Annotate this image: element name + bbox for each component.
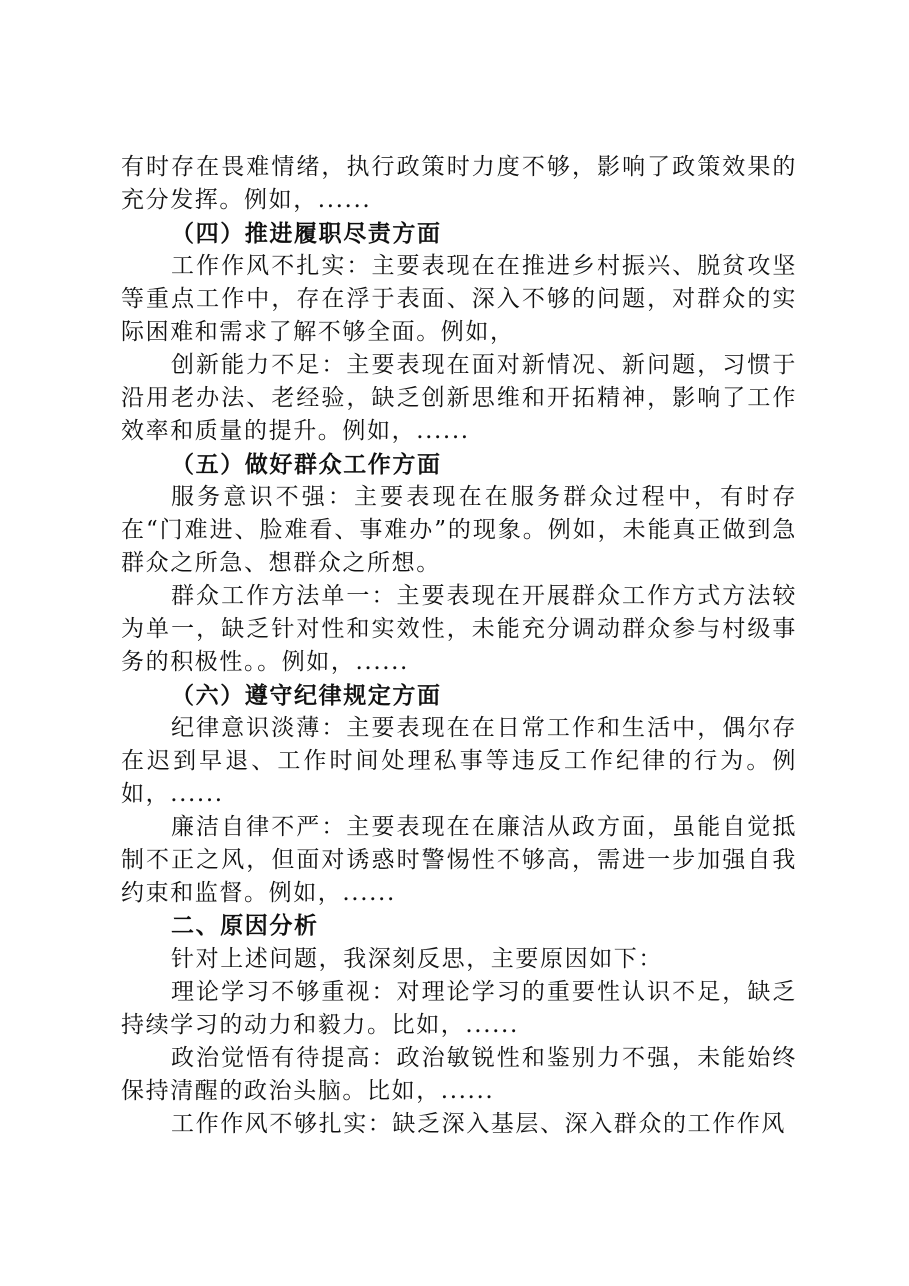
- paragraph-reflection: 针对上述问题，我深刻反思，主要原因如下：: [171, 946, 663, 972]
- section-heading-cause-analysis: 二、原因分析: [171, 913, 319, 939]
- paragraph-discipline-awareness: 纪律意识淡薄：主要表现在在日常工作和生活中，偶尔存在迟到早退、工作时间处理私事等违反工作纪律的行为。例如，......: [121, 715, 797, 807]
- paragraph-work-style: 工作作风不扎实：主要表现在在推进乡村振兴、脱贫攻坚等重点工作中，存在浮于表面、深入不够的问题，对群众的实际困难和需求了解不够全面。例如，: [121, 253, 797, 345]
- paragraph-continuation: 有时存在畏难情绪，执行政策时力度不够，影响了政策效果的充分发挥。例如，......: [121, 154, 797, 213]
- paragraph-service-awareness: 服务意识不强：主要表现在在服务群众过程中，有时存在“门难进、脸难看、事难办”的现象。例如，未能真正做到急群众之所急、想群众之所想。: [121, 484, 797, 576]
- paragraph-work-method: 群众工作方法单一：主要表现在开展群众工作方式方法较为单一，缺乏针对性和实效性，未能充分调动群众参与村级事务的积极性。。例如，......: [121, 583, 797, 675]
- paragraph-political-awareness: 政治觉悟有待提高：政治敏锐性和鉴别力不强，未能始终保持清醒的政治头脑。比如，......: [121, 1045, 797, 1104]
- paragraph-theory-study: 理论学习不够重视：对理论学习的重要性认识不足，缺乏持续学习的动力和毅力。比如，......: [121, 979, 797, 1038]
- paragraph-integrity: 廉洁自律不严：主要表现在在廉洁从政方面，虽能自觉抵制不正之风，但面对诱惑时警惕性不够高，需进一步加强自我约束和监督。例如，......: [121, 814, 797, 906]
- paragraph-work-style-cause: 工作作风不够扎实：缺乏深入基层、深入群众的工作作风: [171, 1111, 786, 1137]
- subheading-duty-performance: （四）推进履职尽责方面: [171, 220, 442, 247]
- subheading-mass-work: （五）做好群众工作方面: [171, 451, 442, 478]
- subheading-discipline: （六）遵守纪律规定方面: [171, 682, 442, 709]
- document-body: [121, 151, 797, 1141]
- paragraph-innovation: 创新能力不足：主要表现在面对新情况、新问题，习惯于沿用老办法、老经验，缺乏创新思维和开拓精神，影响了工作效率和质量的提升。例如，......: [121, 352, 797, 444]
